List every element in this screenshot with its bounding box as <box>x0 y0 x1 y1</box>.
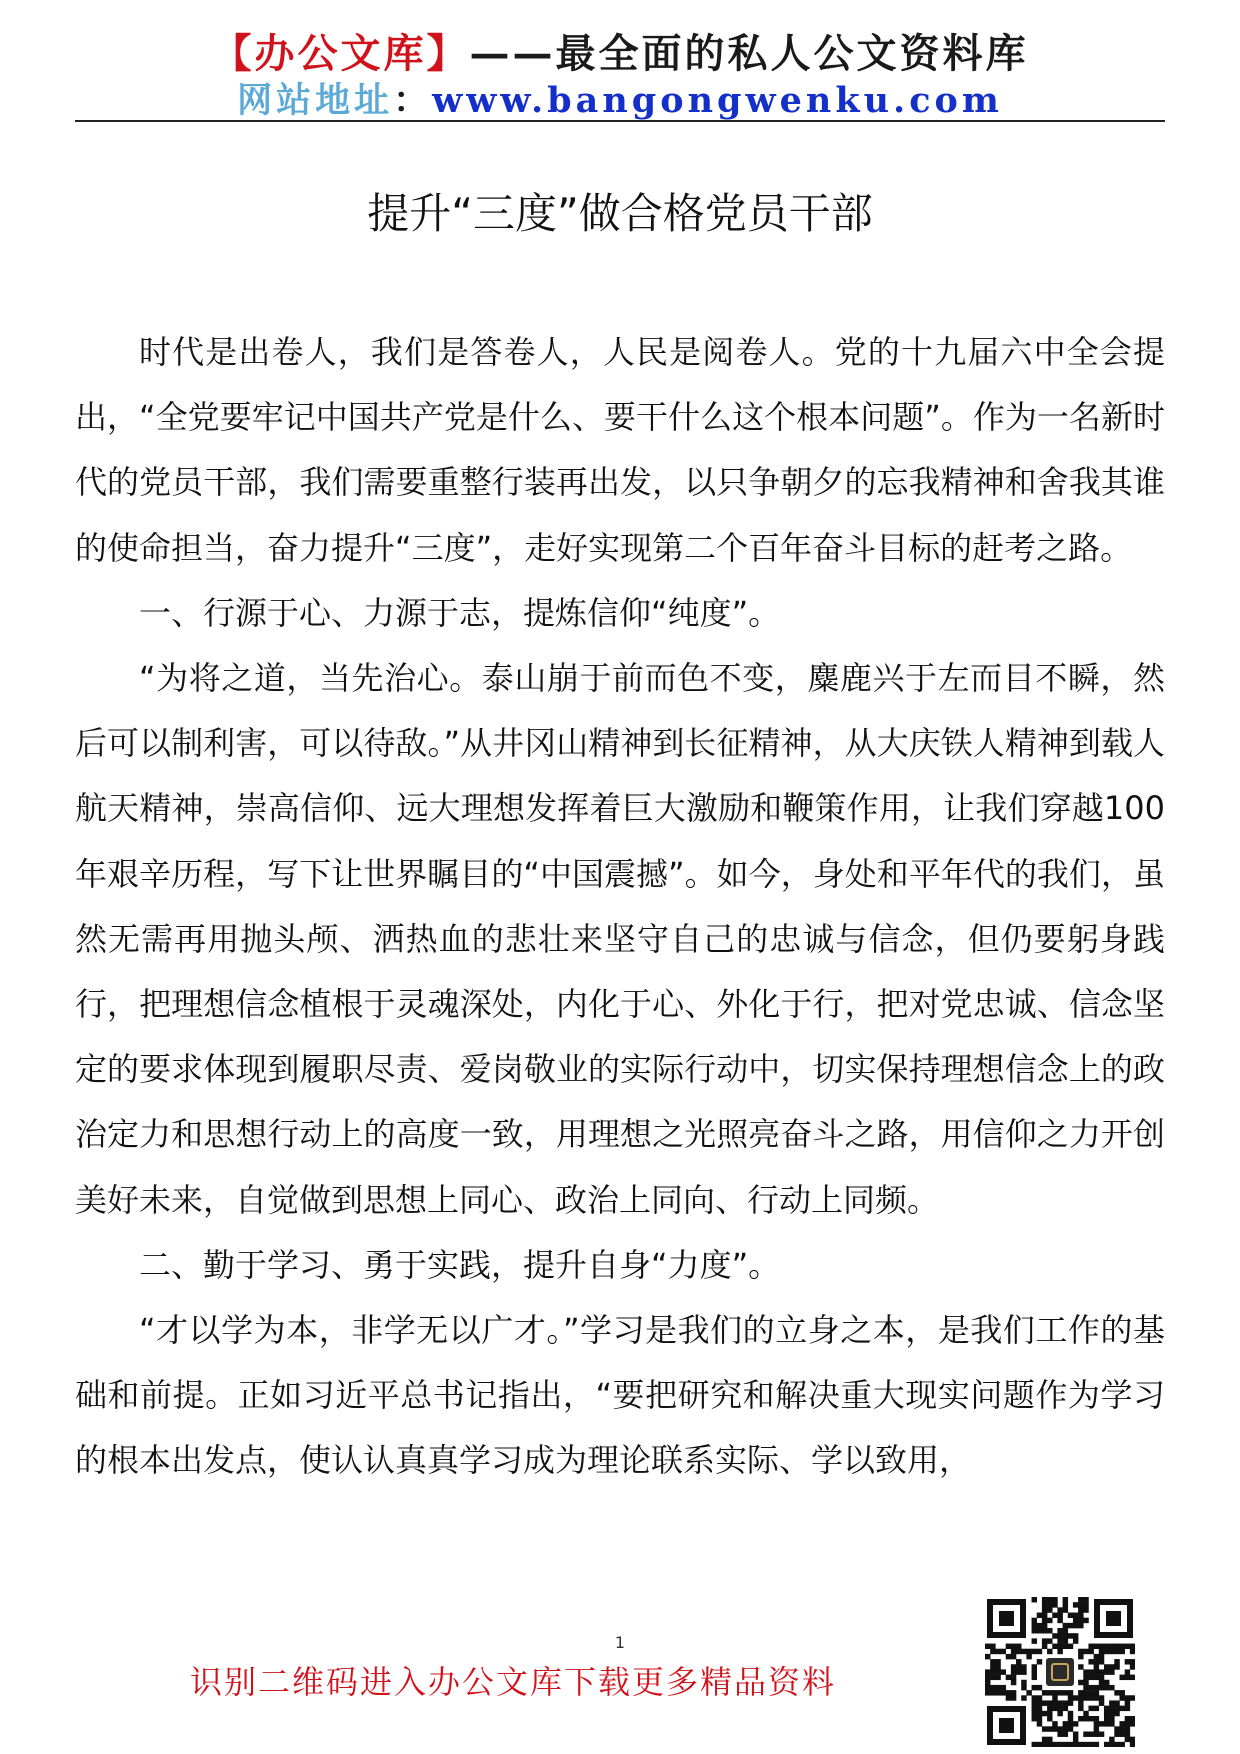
document-title: 提升“三度”做合格党员干部 <box>367 189 873 238</box>
site-tagline: ——最全面的私人公文资料库 <box>469 30 1029 77</box>
site-url-link[interactable]: www.bangongwenku.com <box>432 80 1003 121</box>
document-body <box>75 320 1165 1494</box>
qr-prompt-text: 识别二维码进入办公文库下载更多精品资料 <box>190 1663 837 1701</box>
site-address <box>0 78 1240 124</box>
paragraph-section-2: “才以学为本，非学无以广才。”学习是我们的立身之本，是我们工作的基础和前提。正如习近平总书记指出，“要把研究和解决重大现实问题作为学习的根本出发点，使认认真真学习成为理论联系实际、学以致用， <box>75 1311 1165 1480</box>
section-heading-1: 一、行源于心、力源于志，提炼信仰“纯度”。 <box>139 593 781 632</box>
paragraph-section-1: “为将之道，当先治心。泰山崩于前而色不变，麋鹿兴于左而目不瞬，然后可以制利害，可以待敌。”从井冈山精神到长征精神，从大庆铁人精神到载人航天精神，崇高信仰、远大理想发挥着巨大激励和鞭策作用，让我们穿越100年艰辛历程，写下让世界瞩目的“中国震撼”。如今，身处和平年代的我们，虽然无需再用抛头颅、洒热血的悲壮来坚守自己的忠诚与信念，但仍要躬身践行，把理想信念植根于灵魂深处，内化于心、外化于行，把对党忠诚、信念坚定的要求体现到履职尽责、爱岗敬业的实际行动中，切实保持理想信念上的政治定力和思想行动上的高度一致，用理想之光照亮奋斗之路，用信仰之力开创美好未来，自觉做到思想上同心、政治上同向、行动上同频。 <box>75 659 1165 1219</box>
site-banner <box>0 28 1240 80</box>
header-divider <box>75 120 1165 122</box>
site-address-colon: ： <box>393 80 433 121</box>
site-address-label: 网站地址 <box>237 80 394 121</box>
page-number: 1 <box>614 1633 626 1652</box>
paragraph-intro: 时代是出卷人，我们是答卷人，人民是阅卷人。党的十九届六中全会提出，“全党要牢记中国共产党是什么、要干什么这个根本问题”。作为一名新时代的党员干部，我们需要重整行装再出发，以只争朝夕的忘我精神和舍我其谁的使命担当，奋力提升“三度”，走好实现第二个百年奋斗目标的赶考之路。 <box>75 333 1165 567</box>
brand-name: 【办公文库】 <box>211 30 470 77</box>
section-heading-2: 二、勤于学习、勇于实践，提升自身“力度”。 <box>139 1245 781 1284</box>
qr-code-icon[interactable] <box>985 1597 1135 1747</box>
